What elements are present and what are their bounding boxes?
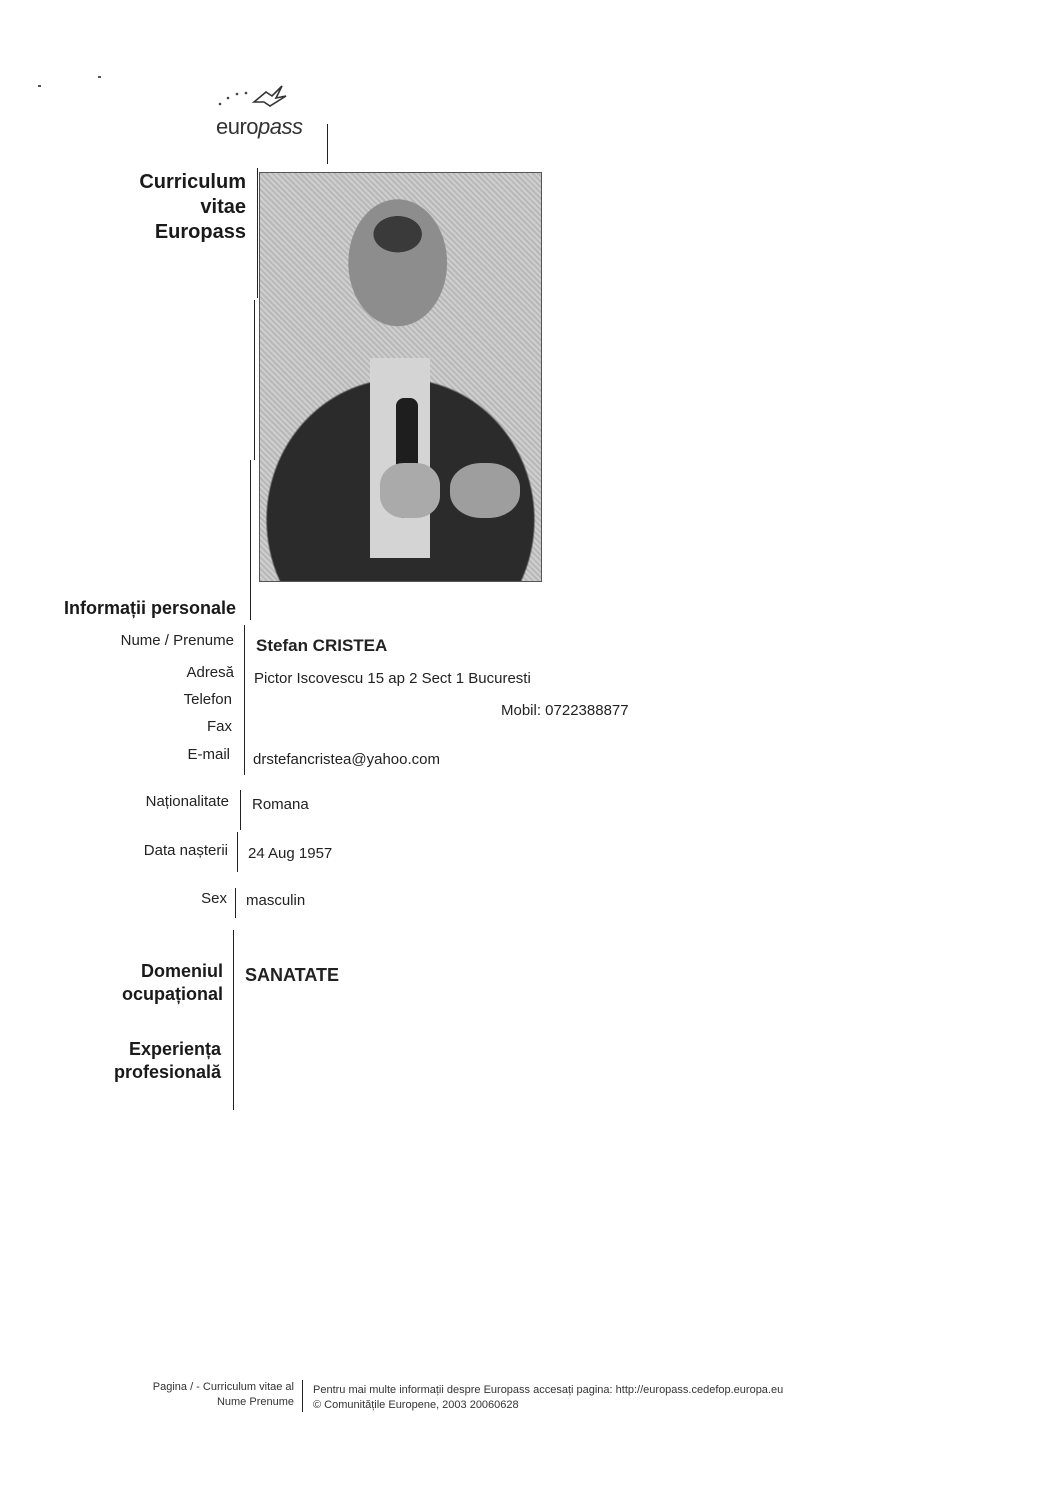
cv-title-line2: vitae: [200, 196, 246, 218]
personal-info-heading: Informații personale: [63, 598, 236, 618]
occupation-value: SANATATE: [245, 965, 339, 985]
cv-title-line3: Europass: [154, 221, 246, 243]
fax-label: Fax: [206, 718, 232, 735]
column-divider: [233, 930, 234, 1110]
name-label: Nume / Prenume: [120, 632, 234, 649]
occupation-label-line1: Domeniul: [140, 961, 223, 981]
column-divider: [237, 832, 238, 872]
mobile-value: Mobil: 0722388877: [501, 702, 629, 719]
footer-right-line2: © Comunitățile Europene, 2003 20060628: [313, 1398, 519, 1411]
name-value: Stefan CRISTEA: [256, 636, 388, 655]
birthdate-label: Data nașterii: [143, 842, 228, 859]
address-label: Adresă: [186, 664, 234, 681]
email-label: E-mail: [187, 746, 230, 763]
footer-right: [313, 1383, 833, 1413]
nationality-value: Romana: [252, 796, 309, 813]
column-divider: [244, 625, 245, 775]
cv-title-line1: Curriculum: [139, 171, 246, 193]
experience-label-line2: profesională: [113, 1062, 221, 1083]
column-divider: [257, 168, 258, 298]
email-value: drstefancristea@yahoo.com: [253, 751, 440, 768]
birthdate-value: 24 Aug 1957: [248, 845, 333, 862]
footer-left-line1: Pagina / - Curriculum vitae al: [152, 1381, 294, 1393]
phone-label: Telefon: [183, 691, 232, 708]
experience-label-line1: Experiența: [128, 1039, 221, 1059]
address-value: Pictor Iscovescu 15 ap 2 Sect 1 Bucuresti: [254, 670, 531, 687]
sex-label: Sex: [201, 890, 227, 907]
footer-right-line1: Pentru mai multe informații despre Europass accesați pagina: http://europass.cedefop.europa.eu: [313, 1384, 784, 1396]
sex-value: masculin: [246, 892, 306, 909]
nationality-label: Naționalitate: [145, 793, 229, 810]
scan-speck: [38, 85, 41, 87]
column-divider: [250, 460, 251, 620]
column-divider: [240, 790, 241, 830]
cv-title: [80, 170, 246, 245]
bird-stars-icon: [210, 84, 300, 116]
column-divider: [254, 300, 255, 460]
footer-divider: [302, 1380, 303, 1412]
europass-logo-text: europass: [216, 114, 303, 139]
logo-divider: [327, 124, 328, 164]
footer-left: [100, 1380, 294, 1410]
experience-label: [60, 1038, 221, 1085]
portrait-photo: [259, 172, 542, 582]
scan-speck: [98, 76, 101, 78]
footer-left-line2: Nume Prenume: [216, 1395, 294, 1408]
occupation-label: [60, 960, 223, 1007]
column-divider: [235, 888, 236, 918]
occupation-label-line2: ocupațional: [121, 984, 223, 1005]
